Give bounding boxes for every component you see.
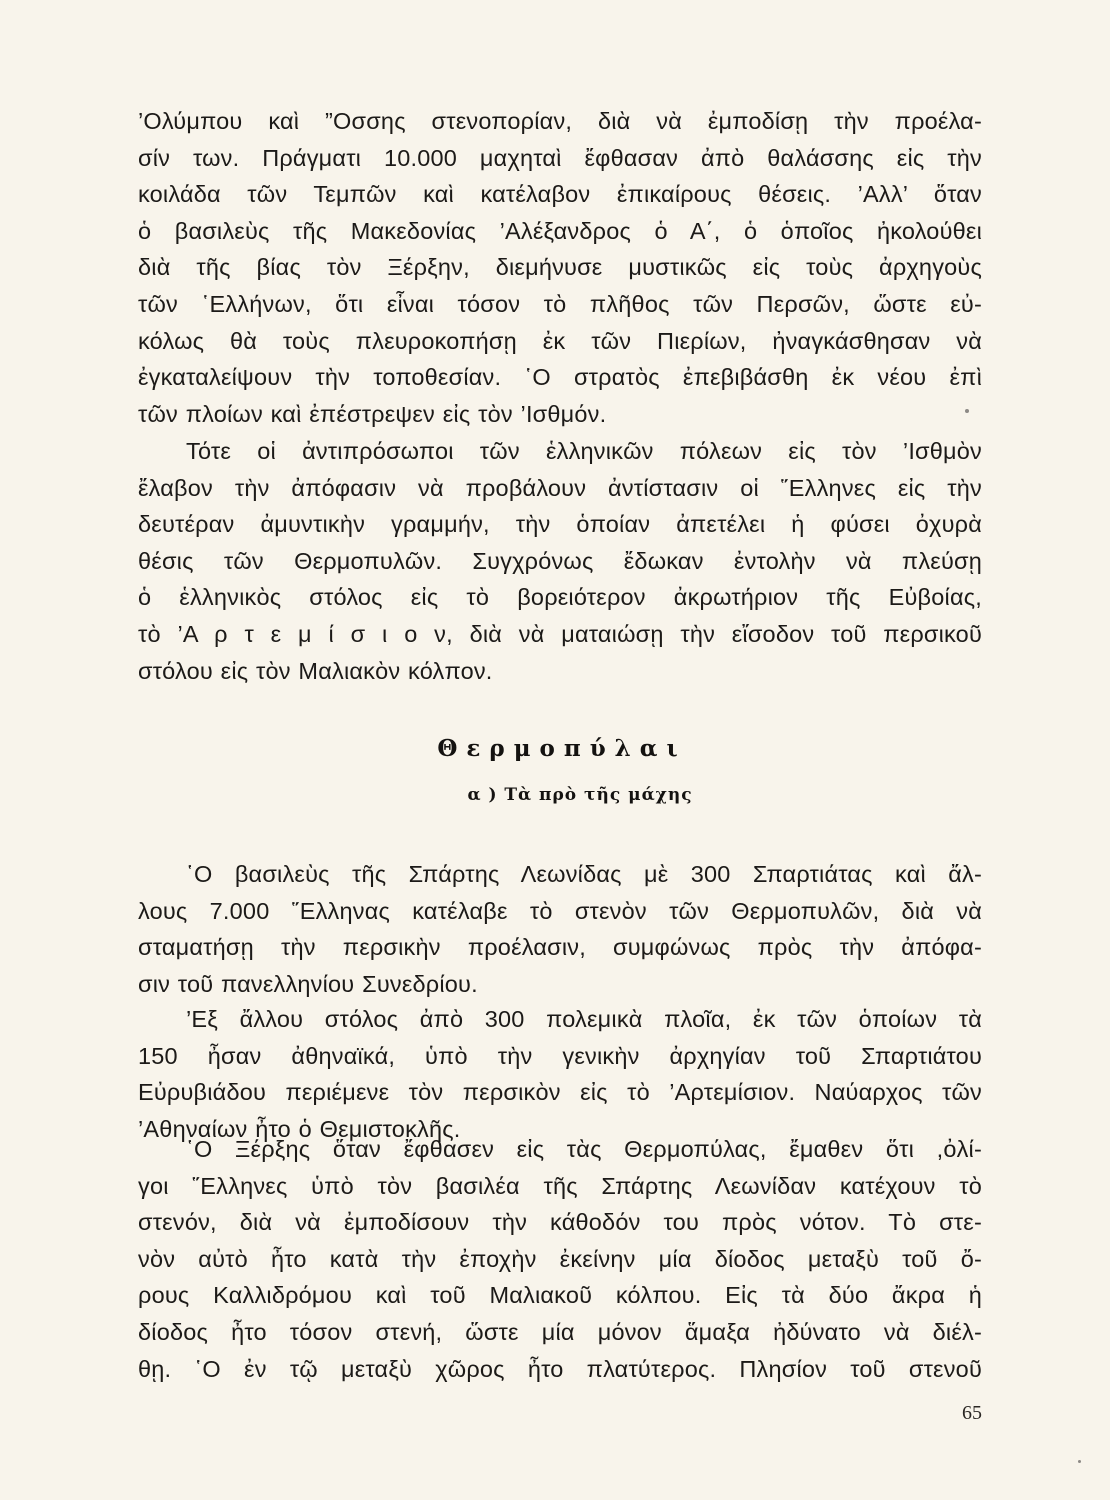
text-line: Εὐρυβιάδου περιέμενε τὸν περσικὸν εἰς τὸ ’Αρτεμίσιον. Ναύαρχος τῶν (138, 1079, 982, 1106)
ink-speck (1078, 1460, 1081, 1463)
section-heading: Θερμοπύλαι (437, 735, 687, 762)
text-line: 150 ἦσαν ἀθηναϊκά, ὑπὸ τὴν γενικὴν ἀρχηγίαν τοῦ Σπαρτιάτου (138, 1042, 982, 1069)
text-line: σταματήσῃ τὴν περσικὴν προέλασιν, συμφώνως πρὸς τὴν ἀπόφα- (138, 934, 982, 961)
text-line: τὸ ’Α ρ τ ε μ ί σ ι ο ν, διὰ νὰ ματαιώσῃ τὴν εἴσοδον τοῦ περσικοῦ (138, 620, 982, 647)
text-line: τῶν πλοίων καὶ ἐπέστρεψεν εἰς τὸν ’Ισθμόν. (138, 400, 607, 427)
text-line: ’Αθηναίων ἦτο ὁ Θεμιστοκλῆς. (138, 1115, 461, 1142)
text-line: λους 7.000 ῞Ελληνας κατέλαβε τὸ στενὸν τῶν Θερμοπυλῶν, διὰ νὰ (138, 897, 982, 924)
text-line: ’Ολύμπου καὶ ”Οσσης στενοπορίαν, διὰ νὰ ἐμποδίσῃ τὴν προέλα- (138, 108, 982, 134)
text-line: στόλου εἰς τὸν Μαλιακὸν κόλπον. (138, 657, 493, 684)
text-line: Τότε οἱ ἀντιπρόσωποι τῶν ἑλληνικῶν πόλεων εἰς τὸν ’Ισθμὸν (186, 438, 982, 464)
ink-speck (965, 409, 969, 413)
text-line: διὰ τῆς βίας τὸν Ξέρξην, διεμήνυσε μυστικῶς εἰς τοὺς ἀρχηγοὺς (138, 254, 982, 281)
text-line: νὸν αὐτὸ ἦτο κατὰ τὴν ἐποχὴν ἐκείνην μία δίοδος μεταξὺ τοῦ ὄ- (138, 1245, 982, 1272)
text-line: κόλως θὰ τοὺς πλευροκοπήσῃ ἐκ τῶν Πιερίων, ἠναγκάσθησαν νὰ (138, 327, 982, 354)
paragraph-2 (138, 433, 982, 689)
text-line: δίοδος ἦτο τόσον στενή, ὥστε μία μόνον ἅμαξα ἠδύνατο νὰ διέλ- (138, 1318, 982, 1345)
paragraph-1 (138, 103, 982, 432)
text-line: ἐγκαταλείψουν τὴν τοποθεσίαν. ῾Ο στρατὸς ἐπεβιβάσθη ἐκ νέου ἐπὶ (138, 364, 982, 391)
text-line: σιν τοῦ πανελληνίου Συνεδρίου. (138, 970, 478, 997)
paragraph-3 (138, 856, 982, 1002)
text-line: ῾Ο βασιλεὺς τῆς Σπάρτης Λεωνίδας μὲ 300 Σπαρτιάτας καὶ ἄλ- (186, 861, 982, 887)
text-line: ρους Καλλιδρόμου καὶ τοῦ Μαλιακοῦ κόλπου. Εἰς τὰ δύο ἄκρα ἡ (138, 1282, 982, 1309)
text-line: ῾Ο Ξέρξης ὅταν ἔφθασεν εἰς τὰς Θερμοπύλας, ἔμαθεν ὅτι ,ὀλί- (186, 1136, 982, 1162)
text-line: σίν των. Πράγματι 10.000 μαχηταὶ ἔφθασαν ἀπὸ θαλάσσης εἰς τὴν (138, 144, 982, 171)
text-line: θῃ. ῾Ο ἐν τῷ μεταξὺ χῶρος ἦτο πλατύτερος. Πλησίον τοῦ στενοῦ (138, 1355, 982, 1382)
text-line: ὁ βασιλεὺς τῆς Μακεδονίας ’Αλέξανδρος ὁ Α΄, ὁ ὁποῖος ἠκολούθει (138, 217, 982, 244)
page-number: 65 (962, 1402, 982, 1424)
text-line: δευτέραν ἀμυντικὴν γραμμήν, τὴν ὁποίαν ἀπετέλει ἡ φύσει ὀχυρὰ (138, 511, 982, 538)
text-line: ἔλαβον τὴν ἀπόφασιν νὰ προβάλουν ἀντίστασιν οἱ ῞Ελληνες εἰς τὴν (138, 474, 982, 501)
text-line: κοιλάδα τῶν Τεμπῶν καὶ κατέλαβον ἐπικαίρους θέσεις. ’Αλλ’ ὅταν (138, 181, 982, 208)
text-line: στενόν, διὰ νὰ ἐμποδίσουν τὴν κάθοδόν του πρὸς νότον. Τὸ στε- (138, 1209, 982, 1236)
text-line: τῶν ῾Ελλήνων, ὅτι εἶναι τόσον τὸ πλῆθος τῶν Περσῶν, ὥστε εὐ- (138, 290, 982, 317)
paragraph-5 (138, 1131, 982, 1387)
text-line: γοι ῞Ελληνες ὑπὸ τὸν βασιλέα τῆς Σπάρτης Λεωνίδαν κατέχουν τὸ (138, 1172, 982, 1199)
section-subheading: α ) Τὰ πρὸ τῆς μάχης (467, 785, 693, 805)
paragraph-4 (138, 1001, 982, 1147)
text-line: θέσις τῶν Θερμοπυλῶν. Συγχρόνως ἔδωκαν ἐντολὴν νὰ πλεύσῃ (138, 547, 982, 574)
text-line: ὁ ἑλληνικὸς στόλος εἰς τὸ βορειότερον ἀκρωτήριον τῆς Εὐβοίας, (138, 584, 982, 611)
text-line: ’Εξ ἄλλου στόλος ἀπὸ 300 πολεμικὰ πλοῖα, ἐκ τῶν ὁποίων τὰ (186, 1006, 982, 1032)
